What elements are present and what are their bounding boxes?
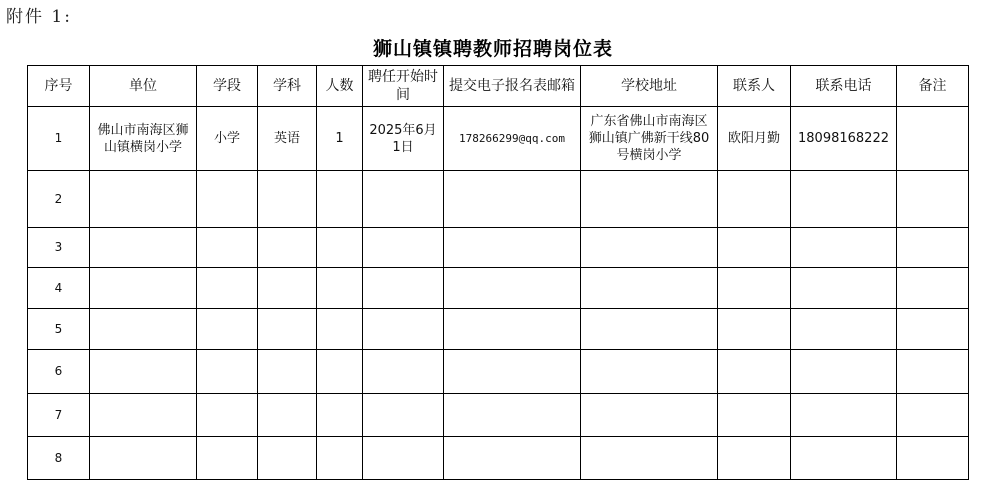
cell-subject: [258, 437, 317, 480]
cell-email: [444, 171, 581, 228]
header-contact-person: 联系人: [718, 66, 791, 107]
cell-remarks: [897, 309, 969, 350]
cell-school-address: [581, 437, 718, 480]
header-start-date: 聘任开始时间: [363, 66, 444, 107]
cell-contact-phone: [791, 228, 897, 268]
cell-school-address: [581, 228, 718, 268]
cell-headcount: [317, 171, 363, 228]
table-body: [28, 107, 969, 480]
cell-school-level: [197, 350, 258, 394]
cell-remarks: [897, 228, 969, 268]
cell-remarks: [897, 171, 969, 228]
cell-headcount: [317, 228, 363, 268]
header-unit: 单位: [90, 66, 197, 107]
table-row: [28, 171, 969, 228]
attachment-label: 附件 1:: [6, 7, 72, 27]
cell-contact-phone: [791, 350, 897, 394]
cell-contact-phone: [791, 394, 897, 437]
cell-school-address: [581, 171, 718, 228]
table-row: [28, 350, 969, 394]
cell-school-level: [197, 437, 258, 480]
cell-school-level: [197, 171, 258, 228]
cell-school-level: [197, 394, 258, 437]
cell-email: 178266299@qq.com: [444, 107, 581, 171]
cell-contact-person: [718, 309, 791, 350]
cell-subject: [258, 394, 317, 437]
cell-headcount: [317, 309, 363, 350]
cell-email: [444, 309, 581, 350]
cell-unit: [90, 309, 197, 350]
cell-seq: 8: [28, 437, 90, 480]
cell-school-address: [581, 268, 718, 309]
cell-email: [444, 394, 581, 437]
cell-start-date: [363, 309, 444, 350]
table-row: [28, 107, 969, 171]
cell-contact-person: [718, 228, 791, 268]
cell-school-address: [581, 309, 718, 350]
header-contact-phone: 联系电话: [791, 66, 897, 107]
header-remarks: 备注: [897, 66, 969, 107]
cell-headcount: [317, 268, 363, 309]
cell-school-address: [581, 350, 718, 394]
cell-contact-person: [718, 171, 791, 228]
table-header-row: [28, 66, 969, 107]
cell-subject: [258, 171, 317, 228]
cell-school-level: [197, 309, 258, 350]
cell-seq: 3: [28, 228, 90, 268]
cell-school-address: [581, 394, 718, 437]
cell-start-date: 2025年6月1日: [363, 107, 444, 171]
cell-remarks: [897, 107, 969, 171]
header-school-address: 学校地址: [581, 66, 718, 107]
cell-remarks: [897, 350, 969, 394]
cell-subject: 英语: [258, 107, 317, 171]
header-headcount: 人数: [317, 66, 363, 107]
cell-unit: [90, 394, 197, 437]
cell-headcount: [317, 394, 363, 437]
cell-unit: [90, 268, 197, 309]
cell-start-date: [363, 437, 444, 480]
cell-remarks: [897, 394, 969, 437]
cell-unit: [90, 228, 197, 268]
cell-seq: 4: [28, 268, 90, 309]
cell-subject: [258, 309, 317, 350]
cell-headcount: 1: [317, 107, 363, 171]
cell-contact-phone: [791, 171, 897, 228]
header-school-level: 学段: [197, 66, 258, 107]
cell-unit: [90, 350, 197, 394]
cell-contact-person: [718, 268, 791, 309]
cell-contact-phone: 18098168222: [791, 107, 897, 171]
cell-unit: [90, 437, 197, 480]
cell-start-date: [363, 394, 444, 437]
table-row: [28, 228, 969, 268]
table-row: [28, 309, 969, 350]
cell-contact-phone: [791, 268, 897, 309]
cell-email: [444, 228, 581, 268]
cell-subject: [258, 350, 317, 394]
recruitment-positions-table: [27, 65, 969, 480]
cell-seq: 2: [28, 171, 90, 228]
cell-subject: [258, 268, 317, 309]
table-row: [28, 268, 969, 309]
cell-start-date: [363, 350, 444, 394]
cell-remarks: [897, 268, 969, 309]
cell-email: [444, 437, 581, 480]
cell-contact-phone: [791, 309, 897, 350]
cell-school-level: [197, 268, 258, 309]
header-subject: 学科: [258, 66, 317, 107]
cell-email: [444, 350, 581, 394]
cell-contact-person: 欧阳月勤: [718, 107, 791, 171]
cell-headcount: [317, 437, 363, 480]
cell-start-date: [363, 228, 444, 268]
table-row: [28, 394, 969, 437]
cell-school-address: 广东省佛山市南海区狮山镇广佛新干线80号横岗小学: [581, 107, 718, 171]
cell-contact-phone: [791, 437, 897, 480]
cell-seq: 7: [28, 394, 90, 437]
cell-seq: 6: [28, 350, 90, 394]
cell-headcount: [317, 350, 363, 394]
header-seq: 序号: [28, 66, 90, 107]
cell-seq: 5: [28, 309, 90, 350]
cell-remarks: [897, 437, 969, 480]
cell-contact-person: [718, 350, 791, 394]
cell-unit: 佛山市南海区狮山镇横岗小学: [90, 107, 197, 171]
table-row: [28, 437, 969, 480]
cell-start-date: [363, 171, 444, 228]
cell-contact-person: [718, 394, 791, 437]
cell-email: [444, 268, 581, 309]
cell-seq: 1: [28, 107, 90, 171]
cell-subject: [258, 228, 317, 268]
header-email: 提交电子报名表邮箱: [444, 66, 581, 107]
cell-school-level: 小学: [197, 107, 258, 171]
cell-school-level: [197, 228, 258, 268]
document-title: 狮山镇镇聘教师招聘岗位表: [372, 38, 613, 60]
cell-unit: [90, 171, 197, 228]
cell-contact-person: [718, 437, 791, 480]
cell-start-date: [363, 268, 444, 309]
